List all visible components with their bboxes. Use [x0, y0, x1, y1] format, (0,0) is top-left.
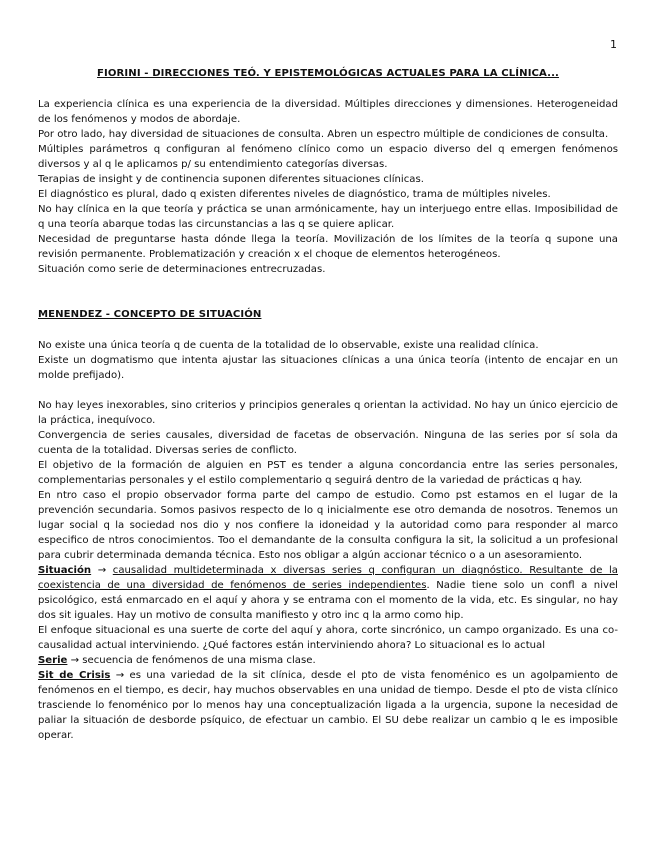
paragraph: Múltiples parámetros q configuran al fenómeno clínico como un espacio diverso del q emergen fenómenos diversos y al q le aplicamos p/ su entendimiento categorías diversas.	[38, 144, 618, 170]
term-sit-de-crisis: Sit de Crisis	[38, 670, 111, 681]
paragraph-serie: Serie → secuencia de fenómenos de una misma clase.	[38, 655, 316, 666]
section-menendez	[38, 338, 618, 743]
section-fiorini	[38, 97, 618, 277]
paragraph: La experiencia clínica es una experiencia de la diversidad. Múltiples direcciones y dimensiones. Heterogeneidad de los fenómenos y modos de abordaje.	[38, 99, 618, 125]
paragraph: No hay leyes inexorables, sino criterios y principios generales q orientan la actividad. No hay un único ejercicio de la práctica, inequívoco.	[38, 400, 618, 426]
paragraph-situacion: Situación → causalidad multideterminada x diversas series q configuran un diagnóstico. Resultante de la coexistencia de una diversidad de fenómenos de series independientes. Nadie tiene solo un confl a nivel psicológico, está enmarcado en el aquí y ahora y se entrama con el momento de la vida, etc. Es singular, no hay dos sit iguales. Hay un motivo de consulta manifiesto y otro inc q la armo como hip.	[38, 565, 618, 621]
paragraph: Convergencia de series causales, diversidad de facetas de observación. Ninguna de las series por sí sola da cuenta de la totalidad. Diversas series de conflicto.	[38, 430, 618, 456]
paragraph: El objetivo de la formación de alguien en PST es tender a alguna concordancia entre las series personales, complementarias personales y el estilo complementario q seguirá dentro de la variedad de prácticas q hay.	[38, 460, 618, 486]
document-body	[38, 66, 618, 743]
paragraph: Situación como serie de determinaciones entrecruzadas.	[38, 264, 326, 275]
arrow: →	[91, 565, 113, 576]
paragraph-crisis: Sit de Crisis → es una variedad de la sit clínica, desde el pto de vista fenoménico es un agolpamiento de fenómenos en el tiempo, es decir, hay muchos observables en una unidad de tiempo. Desde el pto de vista clínico trasciende lo fenoménico por lo menos hay una conceptualización ligada a la urgencia, supone la necesidad de paliar la situación de desborde psíquico, de efectuar un cambio. El SU debe realizar un cambio q le es imposible operar.	[38, 670, 618, 741]
paragraph: No hay clínica en la que teoría y práctica se unan armónicamente, hay un interjuego entre ellas. Imposibilidad de q una teoría abarque todas las circunstancias a las q se quiere aplicar.	[38, 204, 618, 230]
paragraph: El diagnóstico es plural, dado q existen diferentes niveles de diagnóstico, trama de múltiples niveles.	[38, 189, 551, 200]
section-title-menendez: MENENDEZ - CONCEPTO DE SITUACIÓN	[38, 309, 262, 320]
paragraph: Terapias de insight y de continencia suponen diferentes situaciones clínicas.	[38, 174, 424, 185]
term-serie: Serie	[38, 655, 68, 666]
term-situacion: Situación	[38, 565, 92, 576]
page-number: 1	[610, 38, 617, 51]
paragraph: No existe una única teoría q de cuenta de la totalidad de lo observable, existe una realidad clínica.	[38, 340, 539, 351]
underlined-definition: causalidad multideterminada x diversas series q configuran un diagnóstico. Resultante de la coexistencia de una diversidad de fenómenos de series independientes	[38, 565, 618, 591]
paragraph: Existe un dogmatismo que intenta ajustar las situaciones clínicas a una única teoría (intento de encajar en un molde prefijado).	[38, 355, 618, 381]
paragraph: El enfoque situacional es una suerte de corte del aquí y ahora, corte sincrónico, un campo organizado. Es una co-causalidad actual interviniendo. ¿Qué factores están interviniendo ahora? Lo situacional es lo actual	[38, 625, 618, 651]
paragraph: Por otro lado, hay diversidad de situaciones de consulta. Abren un espectro múltiple de condiciones de consulta.	[38, 129, 609, 140]
paragraph: Necesidad de preguntarse hasta dónde llega la teoría. Movilización de los límites de la teoría q supone una revisión permanente. Problematización y creación x el choque de elementos heterogéneos.	[38, 234, 618, 260]
section-title-fiorini: FIORINI - DIRECCIONES TEÓ. Y EPISTEMOLÓGICAS ACTUALES PARA LA CLÍNICA...	[97, 68, 559, 79]
paragraph: En ntro caso el propio observador forma parte del campo de estudio. Como pst estamos en el lugar de la prevención secundaria. Somos pasivos respecto de lo q inicialmente ese otro demanda de nosotros. Tenemos un lugar social q la sociedad nos dio y nos confiere la idoneidad y la autoridad como para responder al marco especifico de ntros conocimientos. Too el demandante de la consulta configura la sit, la solicitud a un profesional para cubrir determinada demanda técnica. Esto nos obligar a algún accionar técnico o a un asesoramiento.	[38, 490, 618, 561]
